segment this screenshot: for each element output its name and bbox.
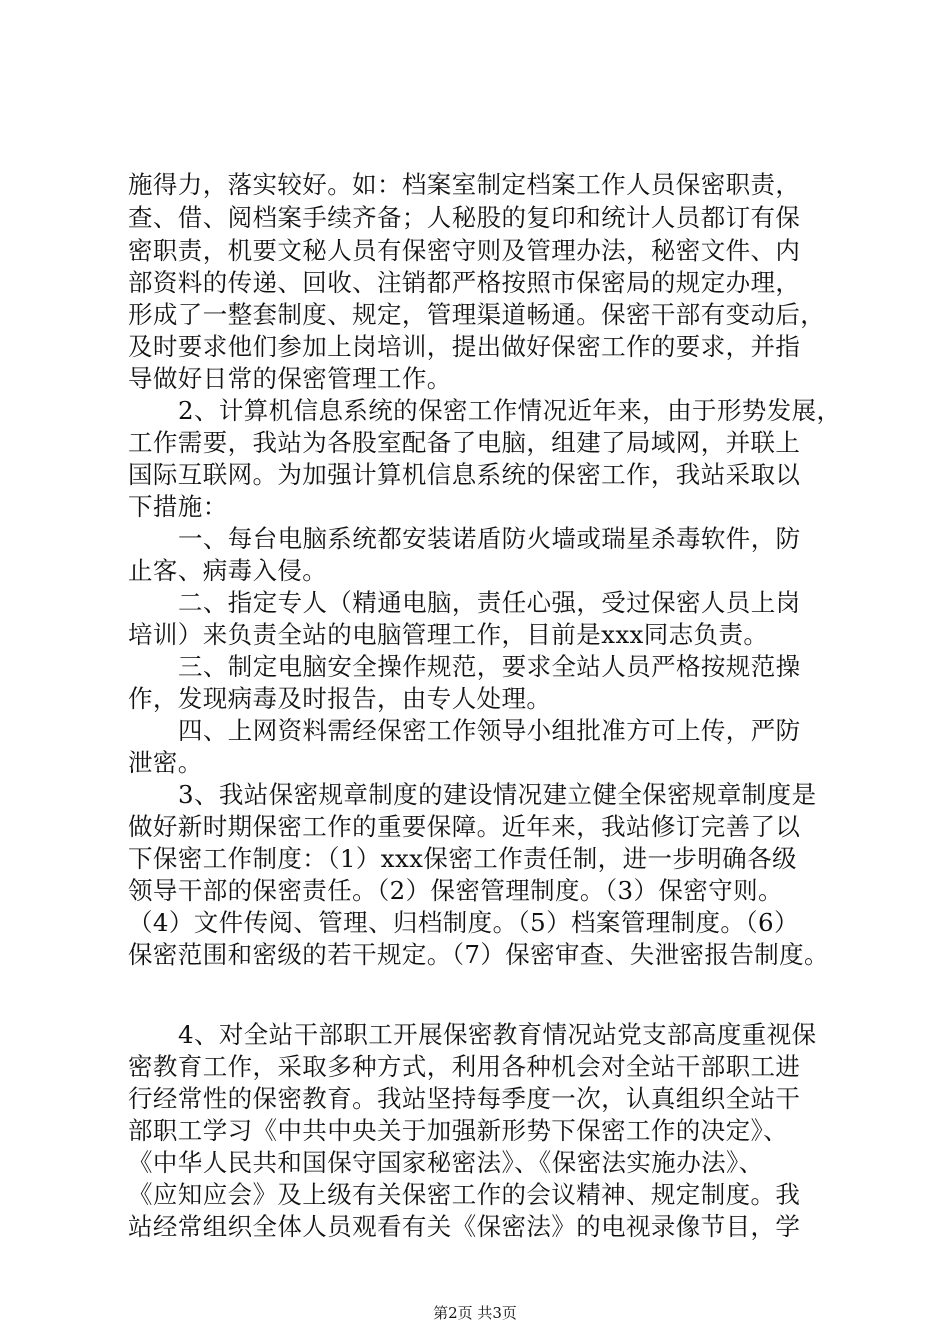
text-line: 三、制定电脑安全操作规范，要求全站人员严格按规范操 (178, 652, 801, 681)
text-line: 国际互联网。为加强计算机信息系统的保密工作，我站采取以 (128, 460, 801, 489)
text-line: 作，发现病毒及时报告，由专人处理。 (128, 684, 552, 713)
text-line: 3、我站保密规章制度的建设情况建立健全保密规章制度是 (178, 780, 817, 809)
text-line: 《应知应会》及上级有关保密工作的会议精神、规定制度。我 (128, 1180, 801, 1209)
text-line: 及时要求他们参加上岗培训，提出做好保密工作的要求，并指 (128, 332, 801, 361)
text-line: （4）文件传阅、管理、归档制度。（5）档案管理制度。（6） (128, 908, 799, 937)
text-line: 做好新时期保密工作的重要保障。近年来，我站修订完善了以 (128, 812, 801, 841)
text-line: 查、借、阅档案手续齐备；人秘股的复印和统计人员都订有保 (128, 203, 801, 232)
text-line: 领导干部的保密责任。（2）保密管理制度。（3）保密守则。 (128, 876, 783, 905)
text-line: 密教育工作，采取多种方式，利用各种机会对全站干部职工进 (128, 1052, 801, 1081)
text-line: 行经常性的保密教育。我站坚持每季度一次，认真组织全站干 (128, 1084, 801, 1113)
text-line: 下措施： (128, 492, 228, 521)
text-line: 站经常组织全体人员观看有关《保密法》的电视录像节目，学 (128, 1212, 801, 1241)
text-line: 部资料的传递、回收、注销都严格按照市保密局的规定办理， (128, 268, 801, 297)
text-line: 形成了一整套制度、规定，管理渠道畅通。保密干部有变动后， (128, 300, 826, 329)
text-line: 部职工学习《中共中央关于加强新形势下保密工作的决定》、 (128, 1116, 789, 1145)
text-line: 工作需要，我站为各股室配备了电脑，组建了局域网，并联上 (128, 428, 801, 457)
text-line: 密职责，机要文秘人员有保密守则及管理办法，秘密文件、内 (128, 236, 801, 265)
text-line: 下保密工作制度：（1）xxx保密工作责任制，进一步明确各级 (128, 844, 797, 873)
text-line: 《中华人民共和国保守国家秘密法》、《保密法实施办法》、 (128, 1148, 764, 1177)
text-line: 施得力，落实较好。如：档案室制定档案工作人员保密职责， (128, 170, 801, 199)
text-line: 保密范围和密级的若干规定。（7）保密审查、失泄密报告制度。 (128, 940, 829, 969)
page-number-footer: 第2页 共3页 (433, 1304, 517, 1322)
text-line: 2、计算机信息系统的保密工作情况近年来，由于形势发展， (178, 396, 842, 425)
text-line: 止客、病毒入侵。 (128, 556, 328, 585)
text-line: 泄密。 (128, 748, 203, 777)
text-line: 导做好日常的保密管理工作。 (128, 364, 452, 393)
text-line: 四、上网资料需经保密工作领导小组批准方可上传，严防 (178, 716, 801, 745)
text-line: 4、对全站干部职工开展保密教育情况站党支部高度重视保 (178, 1020, 817, 1049)
text-line: 一、每台电脑系统都安装诺盾防火墙或瑞星杀毒软件，防 (178, 524, 801, 553)
text-line: 培训）来负责全站的电脑管理工作，目前是xxx同志负责。 (128, 620, 769, 649)
text-line: 二、指定专人（精通电脑，责任心强，受过保密人员上岗 (178, 588, 801, 617)
